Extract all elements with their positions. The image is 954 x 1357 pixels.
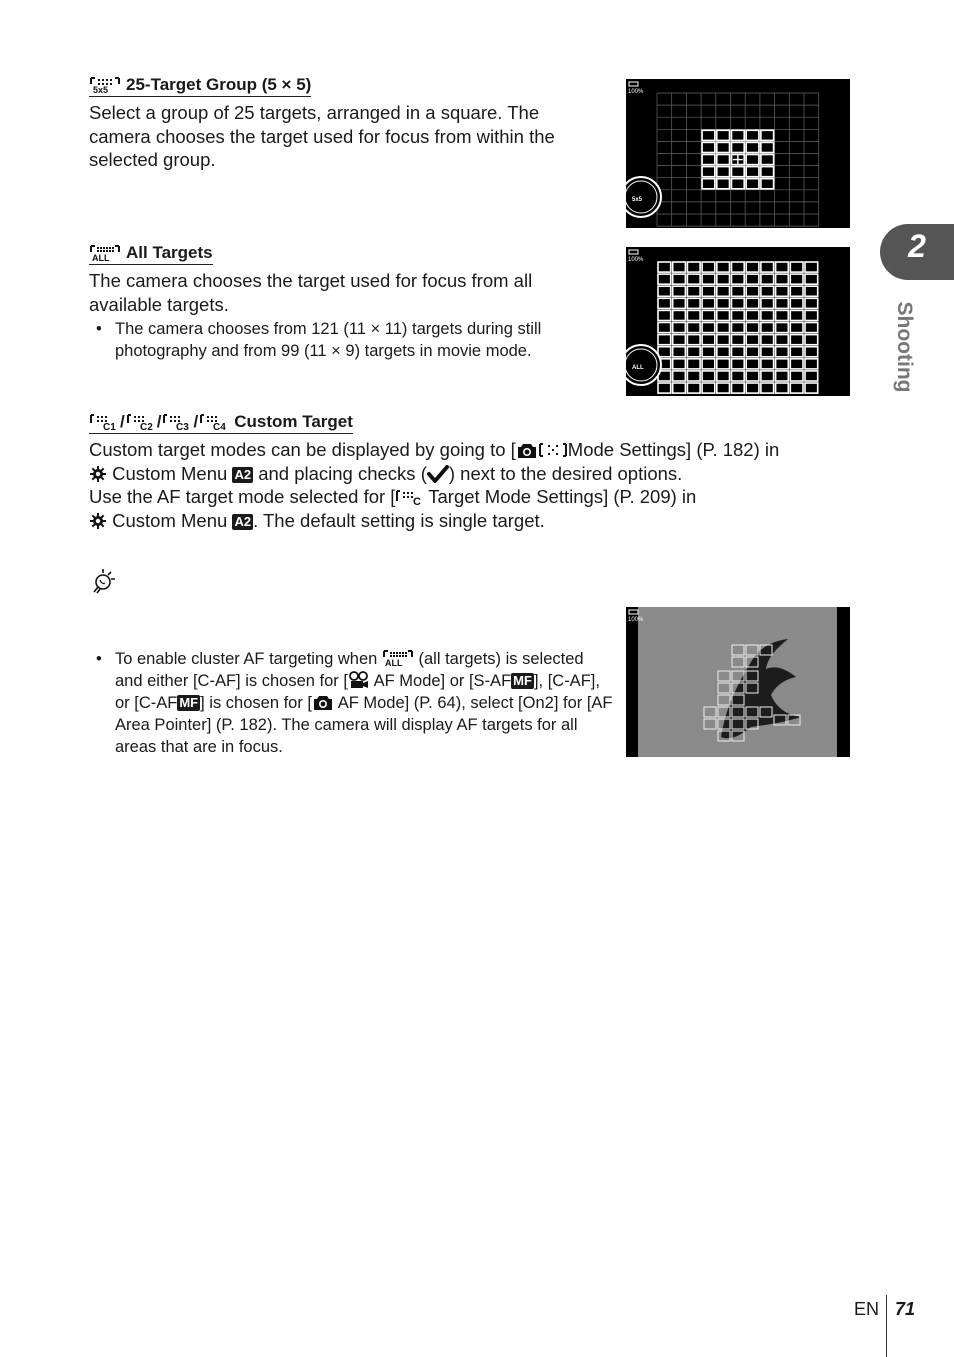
af-target bbox=[717, 155, 730, 165]
screen-25-target bbox=[626, 79, 850, 228]
af-target bbox=[746, 130, 759, 140]
footer-language: EN bbox=[854, 1299, 880, 1319]
af-target bbox=[761, 262, 774, 272]
af-target bbox=[717, 179, 730, 189]
af-target bbox=[717, 310, 730, 320]
af-target bbox=[673, 359, 686, 369]
section3-body bbox=[89, 438, 869, 532]
af-target bbox=[702, 262, 715, 272]
battery-icon bbox=[629, 610, 638, 614]
af-target bbox=[687, 286, 700, 296]
af-custom-target-icon bbox=[162, 413, 192, 431]
custom-menu-badge: A2 bbox=[234, 466, 252, 482]
af-target bbox=[761, 347, 774, 357]
svg-text:C3: C3 bbox=[176, 422, 190, 431]
af-target bbox=[805, 359, 818, 369]
af-target bbox=[717, 274, 730, 284]
af-target bbox=[746, 167, 759, 177]
heading-all-targets bbox=[89, 243, 213, 265]
af-target bbox=[746, 274, 759, 284]
af-target bbox=[717, 371, 730, 381]
af-target bbox=[687, 359, 700, 369]
check-icon bbox=[427, 465, 449, 483]
af-target bbox=[746, 335, 759, 345]
af-all-target-icon bbox=[382, 649, 414, 667]
af-target bbox=[673, 262, 686, 272]
zoom-readout: 100% bbox=[628, 617, 644, 623]
af-target bbox=[673, 347, 686, 357]
af-target bbox=[790, 359, 803, 369]
svg-text:C: C bbox=[413, 496, 422, 506]
zoom-readout: 100% bbox=[628, 89, 644, 95]
af-target bbox=[673, 335, 686, 345]
af-target bbox=[761, 179, 774, 189]
separator: / bbox=[193, 412, 199, 431]
af-target bbox=[702, 298, 715, 308]
af-target bbox=[732, 298, 745, 308]
af-target bbox=[717, 262, 730, 272]
af-target bbox=[687, 383, 700, 393]
af-target bbox=[717, 167, 730, 177]
af-target bbox=[717, 130, 730, 140]
section3-line: Use the AF target mode selected for [ C Target Mode Settings] (P. 209) in bbox=[89, 486, 697, 507]
af-target bbox=[702, 142, 715, 152]
af-target bbox=[702, 274, 715, 284]
af-target bbox=[673, 310, 686, 320]
af-target bbox=[805, 347, 818, 357]
tip-bullet: • To enable cluster AF targeting when ALL (all targets) is selected and either [C-AF] is chosen for [ AF Mode] or [S-AF MF ], [C-AF], or [C-AF MF ] is chosen for [ AF Mode] (P. 64), select [On2] for [AF Area Pointer] (P. 182). The camera will display AF targets for all areas that are in focus. bbox=[96, 650, 613, 756]
af-custom-target-icon bbox=[89, 413, 119, 431]
heading-custom-target bbox=[89, 412, 353, 434]
af-target bbox=[805, 323, 818, 333]
af-target bbox=[790, 298, 803, 308]
af-target bbox=[790, 383, 803, 393]
af-target bbox=[761, 286, 774, 296]
af-target bbox=[673, 323, 686, 333]
footer-divider bbox=[886, 1295, 887, 1357]
af-target bbox=[687, 262, 700, 272]
af-target bbox=[717, 286, 730, 296]
tip-icon bbox=[90, 566, 124, 596]
af-target bbox=[732, 371, 745, 381]
af-target bbox=[732, 359, 745, 369]
section3-line: Custom target modes can be displayed by going to [ Mode Settings] (P. 182) in bbox=[89, 439, 780, 460]
af-target bbox=[761, 323, 774, 333]
section2-bullet-text: The camera chooses from 121 (11 × 11) targets during still photography and from 99 (11 × 9) targets in movie mode. bbox=[115, 320, 542, 360]
camera-icon bbox=[516, 441, 538, 459]
af-target bbox=[702, 383, 715, 393]
af-target bbox=[776, 335, 789, 345]
af-target bbox=[761, 359, 774, 369]
af-target bbox=[761, 310, 774, 320]
af-target bbox=[776, 310, 789, 320]
af-target bbox=[746, 142, 759, 152]
chapter-label: Shooting bbox=[893, 301, 916, 393]
af-target bbox=[746, 286, 759, 296]
af-target bbox=[776, 371, 789, 381]
af-custom-target-icon bbox=[126, 413, 156, 431]
af-all-target-icon bbox=[89, 244, 121, 262]
custom-menu-badge: A2 bbox=[234, 513, 252, 529]
af-target bbox=[790, 335, 803, 345]
af-target bbox=[658, 323, 671, 333]
svg-text:ALL: ALL bbox=[384, 658, 403, 667]
af-target bbox=[717, 347, 730, 357]
section1-body: Select a group of 25 targets, arranged in a square. The camera chooses the target used for focus from within the selected group. bbox=[89, 102, 555, 170]
af-target bbox=[673, 286, 686, 296]
af-target bbox=[658, 310, 671, 320]
af-target bbox=[702, 155, 715, 165]
af-target bbox=[658, 274, 671, 284]
zoom-readout: 100% bbox=[628, 257, 644, 263]
af-target bbox=[702, 286, 715, 296]
movie-icon bbox=[348, 671, 370, 689]
svg-text:5x5: 5x5 bbox=[93, 85, 109, 94]
af-target bbox=[776, 359, 789, 369]
af-target bbox=[732, 274, 745, 284]
af-target bbox=[687, 298, 700, 308]
mode-label: ALL bbox=[632, 365, 644, 371]
gear-icon bbox=[89, 465, 107, 483]
af-target bbox=[805, 335, 818, 345]
af-target bbox=[732, 383, 745, 393]
gear-icon bbox=[89, 512, 107, 530]
af-target bbox=[717, 142, 730, 152]
af-target bbox=[746, 262, 759, 272]
svg-text:ALL: ALL bbox=[92, 253, 110, 262]
af-target bbox=[717, 323, 730, 333]
chapter-number: 2 bbox=[908, 228, 926, 264]
af-target bbox=[776, 298, 789, 308]
af-target bbox=[732, 347, 745, 357]
af-target bbox=[776, 347, 789, 357]
af-target bbox=[673, 298, 686, 308]
camera-icon bbox=[312, 693, 334, 711]
af-target bbox=[702, 130, 715, 140]
af-target bbox=[732, 262, 745, 272]
svg-text:C1: C1 bbox=[103, 422, 116, 431]
af-target bbox=[702, 371, 715, 381]
section3-line: Custom Menu A2 and placing checks ( ) next to the desired options. bbox=[89, 462, 869, 486]
af-target bbox=[673, 274, 686, 284]
af-target bbox=[746, 323, 759, 333]
af-target bbox=[776, 286, 789, 296]
af-target bbox=[790, 371, 803, 381]
page-number: 71 bbox=[895, 1299, 916, 1319]
heading-custom-target-text: Custom Target bbox=[234, 412, 353, 431]
af-target bbox=[761, 274, 774, 284]
section3-line: Custom Menu A2 . The default setting is single target. bbox=[89, 509, 869, 533]
af-25-target-icon bbox=[89, 76, 121, 94]
af-target bbox=[658, 335, 671, 345]
af-target bbox=[673, 383, 686, 393]
af-target bbox=[658, 298, 671, 308]
section2-body: The camera chooses the target used for focus from all available targets. bbox=[89, 270, 533, 315]
svg-text:C4: C4 bbox=[213, 422, 226, 431]
af-target bbox=[790, 274, 803, 284]
af-target bbox=[805, 286, 818, 296]
af-target bbox=[687, 347, 700, 357]
heading-25-target bbox=[89, 75, 311, 97]
af-target bbox=[702, 167, 715, 177]
af-target bbox=[790, 262, 803, 272]
af-target bbox=[717, 383, 730, 393]
af-target bbox=[805, 383, 818, 393]
af-target bbox=[746, 298, 759, 308]
af-target bbox=[702, 335, 715, 345]
af-target bbox=[761, 167, 774, 177]
af-target bbox=[687, 335, 700, 345]
af-target bbox=[717, 335, 730, 345]
af-target bbox=[732, 335, 745, 345]
af-target bbox=[687, 371, 700, 381]
af-target bbox=[687, 310, 700, 320]
af-target bbox=[790, 310, 803, 320]
heading-25-target-text: 25-Target Group (5 × 5) bbox=[126, 75, 312, 94]
af-target bbox=[732, 142, 745, 152]
af-target bbox=[732, 179, 745, 189]
af-target bbox=[717, 298, 730, 308]
af-target bbox=[790, 323, 803, 333]
af-target bbox=[687, 323, 700, 333]
af-target bbox=[805, 262, 818, 272]
battery-icon bbox=[629, 250, 638, 254]
af-target bbox=[732, 310, 745, 320]
af-target bbox=[761, 155, 774, 165]
af-target bbox=[805, 298, 818, 308]
af-custom-target-icon bbox=[199, 413, 229, 431]
af-target bbox=[746, 347, 759, 357]
af-target bbox=[790, 347, 803, 357]
af-target bbox=[717, 359, 730, 369]
af-target bbox=[658, 286, 671, 296]
screen-all-targets bbox=[626, 247, 850, 396]
af-target bbox=[658, 347, 671, 357]
heading-all-targets-text: All Targets bbox=[126, 243, 213, 262]
af-target bbox=[776, 274, 789, 284]
af-target bbox=[746, 155, 759, 165]
af-target bbox=[732, 130, 745, 140]
mf-badge: MF bbox=[179, 695, 199, 710]
af-target bbox=[702, 347, 715, 357]
mode-label: 5x5 bbox=[632, 197, 643, 203]
af-target bbox=[702, 310, 715, 320]
battery-icon bbox=[629, 82, 638, 86]
af-custom-target-icon bbox=[395, 488, 423, 506]
af-target bbox=[776, 262, 789, 272]
af-target bbox=[805, 274, 818, 284]
af-target bbox=[746, 179, 759, 189]
af-target bbox=[673, 371, 686, 381]
af-target bbox=[687, 274, 700, 284]
af-target bbox=[702, 179, 715, 189]
af-target bbox=[702, 323, 715, 333]
af-target bbox=[746, 371, 759, 381]
af-target bbox=[658, 383, 671, 393]
mf-badge: MF bbox=[513, 673, 532, 688]
af-target bbox=[746, 310, 759, 320]
af-target bbox=[761, 130, 774, 140]
af-target bbox=[776, 323, 789, 333]
section2-bullet: • The camera chooses from 121 (11 × 11) targets during still photography and from 99 (11 × 9) targets in movie mode. bbox=[96, 320, 542, 360]
separator: / bbox=[156, 412, 162, 431]
af-target bbox=[746, 359, 759, 369]
af-target bbox=[732, 167, 745, 177]
separator: / bbox=[120, 412, 125, 431]
af-target bbox=[761, 383, 774, 393]
af-target bbox=[761, 298, 774, 308]
screen-cluster-af bbox=[626, 607, 850, 757]
af-target bbox=[761, 371, 774, 381]
af-target bbox=[702, 359, 715, 369]
af-target bbox=[776, 383, 789, 393]
svg-text:C2: C2 bbox=[139, 422, 153, 431]
af-target bbox=[790, 286, 803, 296]
af-target bbox=[732, 323, 745, 333]
af-target bbox=[732, 286, 745, 296]
af-target bbox=[746, 383, 759, 393]
af-target bbox=[761, 142, 774, 152]
af-target-mode-icon bbox=[538, 441, 568, 459]
af-target bbox=[658, 262, 671, 272]
af-target bbox=[805, 371, 818, 381]
center-cross bbox=[733, 155, 743, 165]
af-target bbox=[761, 335, 774, 345]
af-target bbox=[805, 310, 818, 320]
